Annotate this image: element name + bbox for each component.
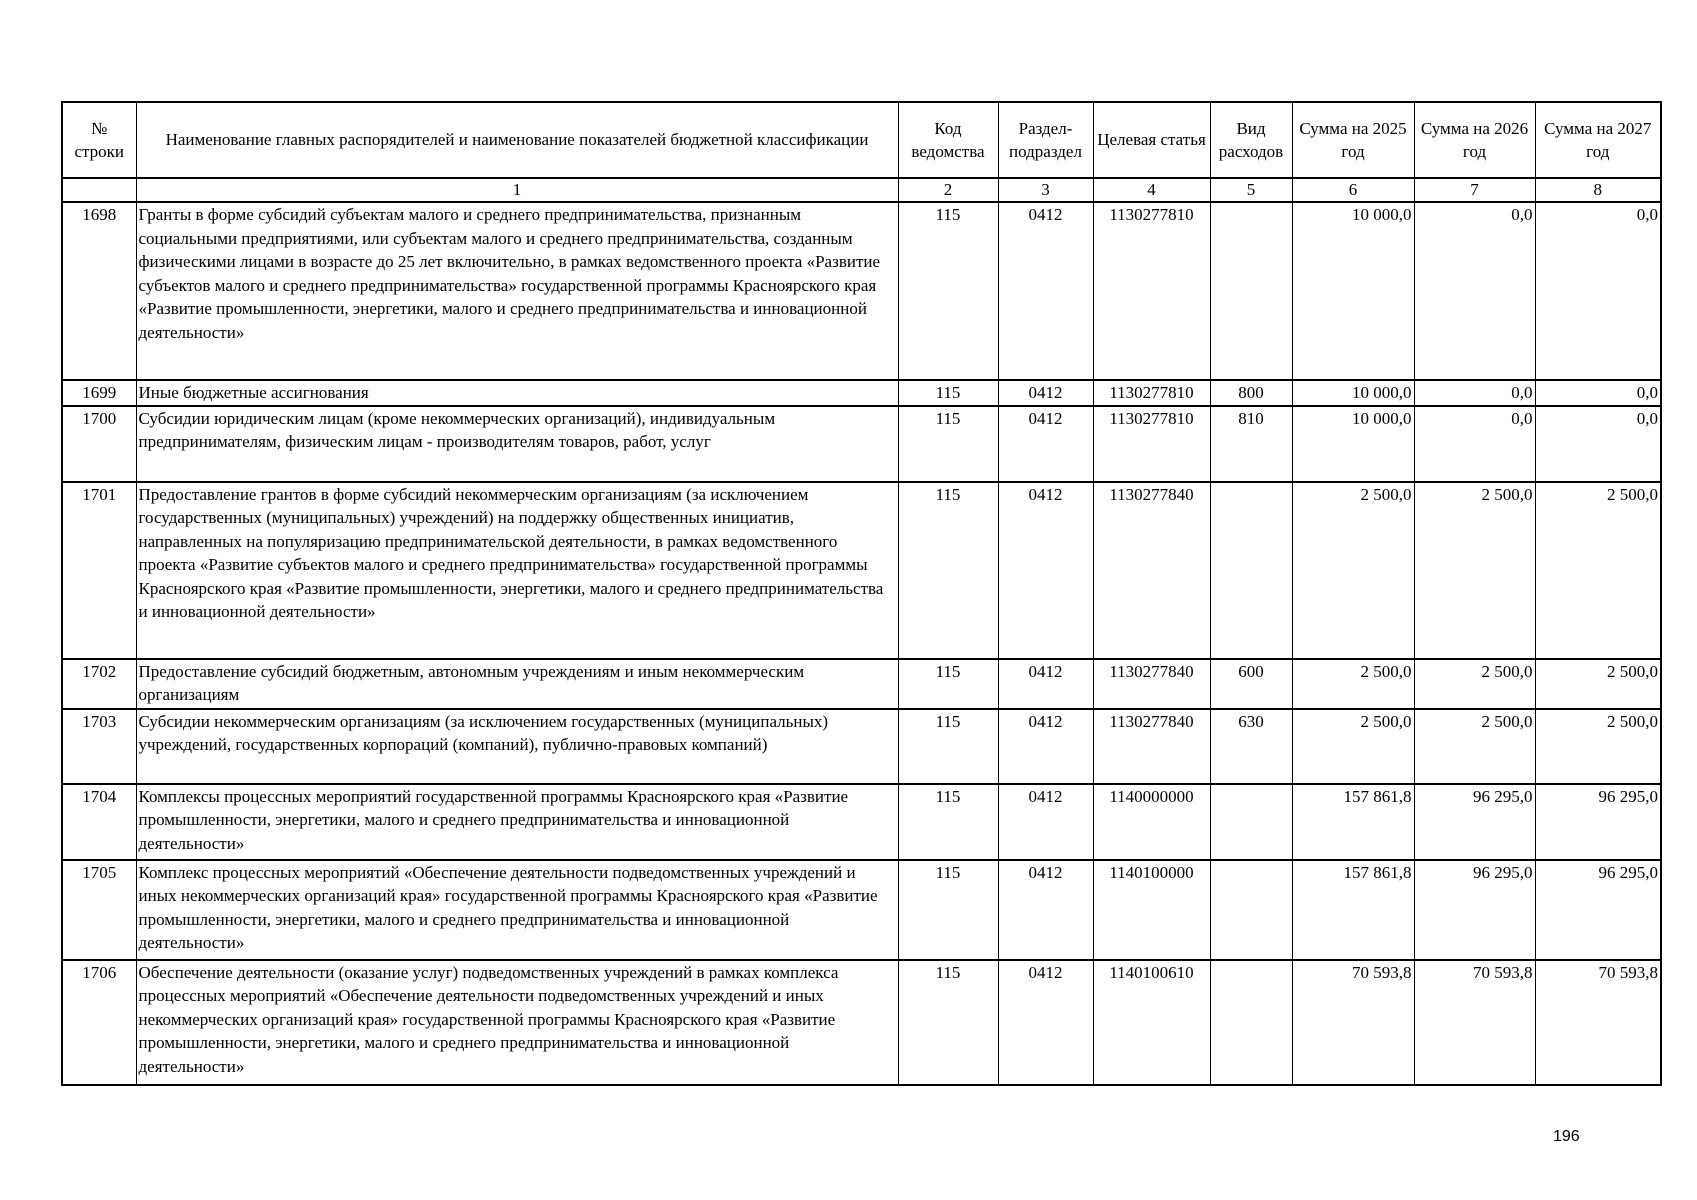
row-sum-2026: 96 295,0 — [1414, 784, 1535, 860]
row-sum-2027: 2 500,0 — [1535, 482, 1661, 659]
row-target-article: 1130277810 — [1093, 406, 1210, 482]
row-sum-2026: 2 500,0 — [1414, 482, 1535, 659]
column-number: 6 — [1292, 178, 1414, 202]
column-number: 4 — [1093, 178, 1210, 202]
row-section: 0412 — [998, 380, 1093, 406]
row-section: 0412 — [998, 860, 1093, 960]
row-department-code: 115 — [898, 659, 998, 709]
row-number: 1702 — [62, 659, 136, 709]
row-sum-2025: 70 593,8 — [1292, 960, 1414, 1085]
row-sum-2025: 157 861,8 — [1292, 784, 1414, 860]
row-expense-kind — [1210, 784, 1292, 860]
row-sum-2027: 0,0 — [1535, 202, 1661, 380]
row-department-code: 115 — [898, 960, 998, 1085]
row-number: 1700 — [62, 406, 136, 482]
row-sum-2026: 0,0 — [1414, 406, 1535, 482]
row-expense-kind — [1210, 960, 1292, 1085]
row-sum-2026: 70 593,8 — [1414, 960, 1535, 1085]
table-row — [62, 860, 1661, 960]
row-expense-kind — [1210, 860, 1292, 960]
header-sum-2025: Сумма на 2025 год — [1292, 102, 1414, 178]
row-section: 0412 — [998, 659, 1093, 709]
row-number: 1699 — [62, 380, 136, 406]
table-row — [62, 482, 1661, 659]
row-department-code: 115 — [898, 406, 998, 482]
row-sum-2025: 10 000,0 — [1292, 202, 1414, 380]
column-number: 8 — [1535, 178, 1661, 202]
row-number: 1704 — [62, 784, 136, 860]
row-department-code: 115 — [898, 380, 998, 406]
row-sum-2027: 2 500,0 — [1535, 659, 1661, 709]
row-name: Предоставление грантов в форме субсидий некоммерческим организациям (за исключением государственных (муниципальных) учреждений) на поддержку общественных инициатив, направленных на популяризацию предпринимательской деятельности, в рамках ведомственного проекта «Развитие субъектов малого и среднего предпринимательства» государственной программы Красноярского края «Развитие промышленности, энергетики, малого и среднего предпринимательства и инновационной деятельности» — [136, 482, 898, 659]
column-number: 5 — [1210, 178, 1292, 202]
column-number — [62, 178, 136, 202]
row-target-article: 1130277840 — [1093, 659, 1210, 709]
table-row — [62, 709, 1661, 784]
row-number: 1706 — [62, 960, 136, 1085]
row-expense-kind: 800 — [1210, 380, 1292, 406]
row-name: Обеспечение деятельности (оказание услуг) подведомственных учреждений в рамках комплекса процессных мероприятий «Обеспечение деятельности подведомственных учреждений и иных некоммерческих организаций края» государственной программы Красноярского края «Развитие промышленности, энергетики, малого и среднего предпринимательства и инновационной деятельности» — [136, 960, 898, 1085]
row-expense-kind: 630 — [1210, 709, 1292, 784]
row-number: 1698 — [62, 202, 136, 380]
row-sum-2027: 2 500,0 — [1535, 709, 1661, 784]
row-sum-2026: 2 500,0 — [1414, 709, 1535, 784]
row-number: 1701 — [62, 482, 136, 659]
row-section: 0412 — [998, 482, 1093, 659]
row-name: Комплекс процессных мероприятий «Обеспечение деятельности подведомственных учреждений и иных некоммерческих организаций края» государственной программы Красноярского края «Развитие промышленности, энергетики, малого и среднего предпринимательства и инновационной деятельности» — [136, 860, 898, 960]
row-sum-2025: 2 500,0 — [1292, 709, 1414, 784]
column-number: 2 — [898, 178, 998, 202]
table-row — [62, 659, 1661, 709]
row-sum-2025: 157 861,8 — [1292, 860, 1414, 960]
row-sum-2027: 0,0 — [1535, 380, 1661, 406]
row-target-article: 1130277840 — [1093, 482, 1210, 659]
budget-table — [61, 101, 1662, 1086]
row-number: 1703 — [62, 709, 136, 784]
row-name: Субсидии некоммерческим организациям (за исключением государственных (муниципальных) учреждений, государственных корпораций (компаний), публично-правовых компаний) — [136, 709, 898, 784]
row-sum-2025: 10 000,0 — [1292, 380, 1414, 406]
row-department-code: 115 — [898, 709, 998, 784]
row-department-code: 115 — [898, 784, 998, 860]
row-section: 0412 — [998, 784, 1093, 860]
row-department-code: 115 — [898, 860, 998, 960]
header-expense-kind: Вид расходов — [1210, 102, 1292, 178]
row-sum-2026: 2 500,0 — [1414, 659, 1535, 709]
row-sum-2027: 70 593,8 — [1535, 960, 1661, 1085]
header-department-code: Код ведомства — [898, 102, 998, 178]
header-sum-2027: Сумма на 2027 год — [1535, 102, 1661, 178]
column-number: 3 — [998, 178, 1093, 202]
table-row — [62, 960, 1661, 1085]
header-name: Наименование главных распорядителей и наименование показателей бюджетной классификации — [136, 102, 898, 178]
row-sum-2027: 0,0 — [1535, 406, 1661, 482]
row-name: Комплексы процессных мероприятий государственной программы Красноярского края «Развитие промышленности, энергетики, малого и среднего предпринимательства и инновационной деятельности» — [136, 784, 898, 860]
column-number: 7 — [1414, 178, 1535, 202]
row-target-article: 1140000000 — [1093, 784, 1210, 860]
table-row — [62, 380, 1661, 406]
row-expense-kind — [1210, 482, 1292, 659]
table-row — [62, 202, 1661, 380]
row-section: 0412 — [998, 202, 1093, 380]
row-sum-2026: 0,0 — [1414, 202, 1535, 380]
header-row — [62, 102, 1661, 178]
header-row-number: № строки — [62, 102, 136, 178]
header-section: Раздел-подраздел — [998, 102, 1093, 178]
row-section: 0412 — [998, 960, 1093, 1085]
row-sum-2026: 96 295,0 — [1414, 860, 1535, 960]
row-section: 0412 — [998, 709, 1093, 784]
row-number: 1705 — [62, 860, 136, 960]
page-number: 196 — [1553, 1128, 1580, 1145]
row-sum-2025: 2 500,0 — [1292, 659, 1414, 709]
row-department-code: 115 — [898, 202, 998, 380]
row-department-code: 115 — [898, 482, 998, 659]
column-number-row — [62, 178, 1661, 202]
row-section: 0412 — [998, 406, 1093, 482]
row-sum-2027: 96 295,0 — [1535, 784, 1661, 860]
table-row — [62, 406, 1661, 482]
row-expense-kind: 600 — [1210, 659, 1292, 709]
row-target-article: 1130277810 — [1093, 202, 1210, 380]
column-number: 1 — [136, 178, 898, 202]
row-name: Гранты в форме субсидий субъектам малого и среднего предпринимательства, признанным социальными предприятиями, или субъектам малого и среднего предпринимательства, созданным физическими лицами в возрасте до 25 лет включительно, в рамках ведомственного проекта «Развитие субъектов малого и среднего предпринимательства» государственной программы Красноярского края «Развитие промышленности, энергетики, малого и среднего предпринимательства и инновационной деятельности» — [136, 202, 898, 380]
header-sum-2026: Сумма на 2026 год — [1414, 102, 1535, 178]
row-sum-2025: 10 000,0 — [1292, 406, 1414, 482]
table-row — [62, 784, 1661, 860]
header-target-article: Целевая статья — [1093, 102, 1210, 178]
row-sum-2025: 2 500,0 — [1292, 482, 1414, 659]
row-name: Предоставление субсидий бюджетным, автономным учреждениям и иным некоммерческим организациям — [136, 659, 898, 709]
row-expense-kind: 810 — [1210, 406, 1292, 482]
row-name: Иные бюджетные ассигнования — [136, 380, 898, 406]
row-sum-2026: 0,0 — [1414, 380, 1535, 406]
row-expense-kind — [1210, 202, 1292, 380]
row-target-article: 1130277810 — [1093, 380, 1210, 406]
row-target-article: 1140100610 — [1093, 960, 1210, 1085]
row-name: Субсидии юридическим лицам (кроме некоммерческих организаций), индивидуальным предпринимателям, физическим лицам - производителям товаров, работ, услуг — [136, 406, 898, 482]
row-target-article: 1140100000 — [1093, 860, 1210, 960]
row-sum-2027: 96 295,0 — [1535, 860, 1661, 960]
row-target-article: 1130277840 — [1093, 709, 1210, 784]
